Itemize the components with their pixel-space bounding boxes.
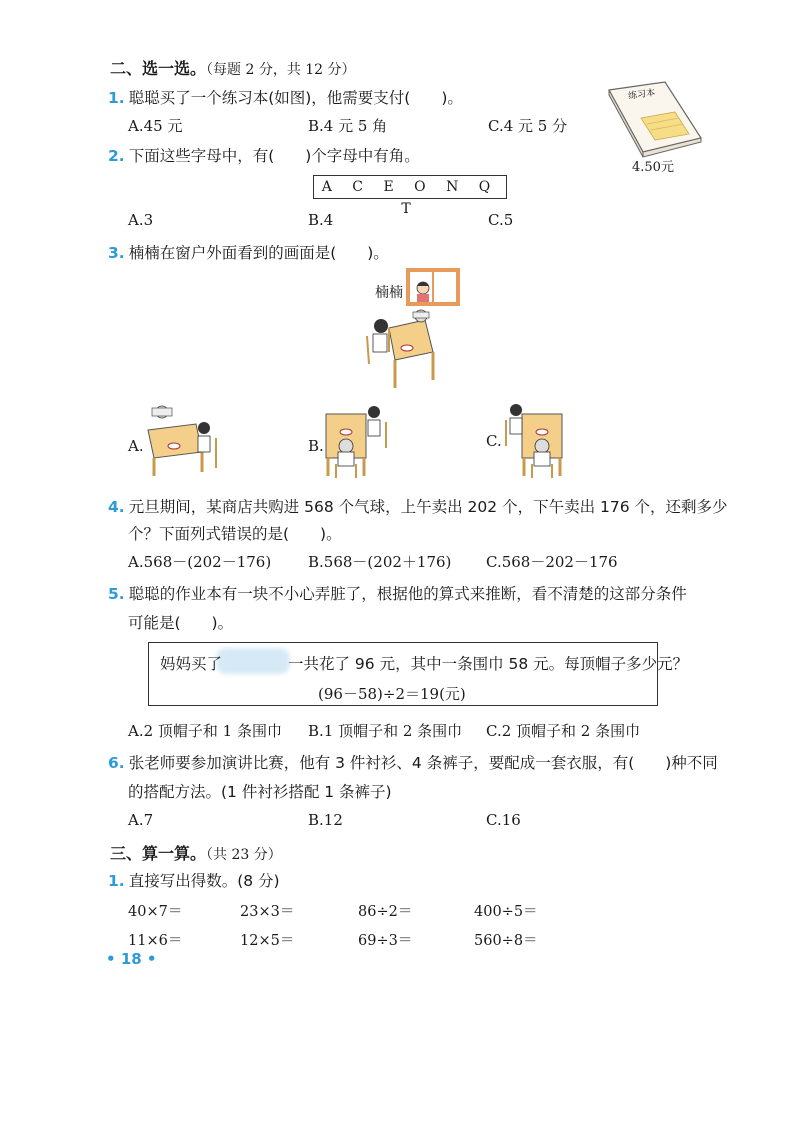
nannan-label: 楠楠	[375, 285, 403, 301]
section-2-note: （每题 2 分，共 12 分）	[206, 62, 356, 78]
q2-option-b: B.4	[308, 211, 334, 229]
q2-option-c: C.5	[488, 211, 514, 229]
box-text-right: 一共花了 96 元，其中一条围巾 58 元。每顶帽子多少元？	[288, 655, 689, 673]
calc-question-1	[108, 869, 280, 891]
calc-item: 23×3＝	[240, 904, 295, 920]
q3-option-b: B.	[308, 437, 324, 455]
section-3-note: （共 23 分）	[206, 847, 282, 863]
page-number	[106, 950, 157, 968]
page-dot-right: •	[141, 950, 157, 968]
page-number-text: 18	[120, 950, 142, 968]
question-text-line-1: 元旦期间，某商店共购进 568 个气球，上午卖出 202 个，下午卖出 176 个，还剩多少	[128, 498, 728, 516]
question-number: 3.	[108, 244, 125, 262]
smudge-stain	[216, 648, 290, 674]
q5-option-c: C.2 顶帽子和 2 条围巾	[486, 722, 641, 740]
question-text-line-1: 张老师要参加演讲比赛，他有 3 件衬衫、4 条裤子，要配成一套衣服，有( )种不同	[128, 754, 718, 772]
section-3-heading	[110, 841, 282, 864]
calc-item: 40×7＝	[128, 904, 183, 920]
question-text: 聪聪买了一个练习本(如图)，他需要支付( )。	[128, 89, 463, 107]
box-formula: (96－58)÷2＝19(元)	[318, 685, 466, 703]
question-5-line-2: 可能是( )。	[128, 614, 234, 632]
section-3-title: 三、算一算。	[110, 844, 207, 863]
calc-item: 400÷5＝	[474, 904, 538, 920]
q3-option-a: A.	[128, 437, 144, 455]
option-a-scene	[140, 402, 224, 480]
q6-option-b: B.12	[308, 811, 343, 829]
question-4-line-2: 个？下面列式错误的是( )。	[128, 525, 342, 543]
letters-box: A C E O N Q T	[313, 175, 507, 199]
q5-option-a: A.2 顶帽子和 1 条围巾	[128, 722, 282, 740]
question-text: 下面这些字母中，有( )个字母中有角。	[128, 147, 420, 165]
question-number: 5.	[108, 585, 125, 603]
section-2-title: 二、选一选。	[110, 59, 207, 78]
q4-option-c: C.568－202－176	[486, 553, 618, 571]
question-4	[108, 495, 728, 517]
q5-option-b: B.1 顶帽子和 2 条围巾	[308, 722, 463, 740]
question-number: 4.	[108, 498, 125, 516]
question-number: 1.	[108, 872, 125, 890]
notebook-price: 4.50元	[632, 160, 674, 175]
question-2	[108, 144, 420, 166]
question-1	[108, 86, 463, 108]
q6-option-a: A.7	[128, 811, 154, 829]
question-number: 6.	[108, 754, 125, 772]
calc-item: 560÷8＝	[474, 933, 538, 949]
question-6-line-2: 的搭配方法。(1 件衬衫搭配 1 条裤子)	[128, 783, 392, 801]
q1-option-a: A.45 元	[128, 117, 183, 135]
question-number: 2.	[108, 147, 125, 165]
option-c-scene	[500, 402, 572, 480]
question-number: 1.	[108, 89, 125, 107]
calc-item: 12×5＝	[240, 933, 295, 949]
q6-option-c: C.16	[486, 811, 521, 829]
question-text-line-1: 聪聪的作业本有一块不小心弄脏了，根据他的算式来推断，看不清楚的这部分条件	[128, 585, 687, 603]
question-3	[108, 241, 389, 263]
q4-option-b: B.568－(202＋176)	[308, 553, 452, 571]
q1-option-c: C.4 元 5 分	[488, 117, 568, 135]
window-table-scene	[355, 268, 465, 394]
box-text-left: 妈妈买了	[160, 655, 223, 673]
calc-item: 86÷2＝	[358, 904, 413, 920]
q3-option-c: C.	[486, 432, 502, 450]
question-text: 楠楠在窗户外面看到的画面是( )。	[128, 244, 389, 262]
page-dot-left: •	[106, 950, 121, 968]
option-b-scene	[320, 402, 392, 480]
q1-option-b: B.4 元 5 角	[308, 117, 388, 135]
calc-item: 69÷3＝	[358, 933, 413, 949]
question-text: 直接写出得数。(8 分)	[128, 872, 280, 890]
notebook-label: 练习本	[627, 88, 656, 102]
calc-item: 11×6＝	[128, 933, 183, 949]
q2-option-a: A.3	[128, 211, 154, 229]
section-2-heading	[110, 56, 356, 79]
question-5	[108, 582, 687, 604]
q4-option-a: A.568－(202－176)	[128, 553, 272, 571]
question-6	[108, 751, 718, 773]
